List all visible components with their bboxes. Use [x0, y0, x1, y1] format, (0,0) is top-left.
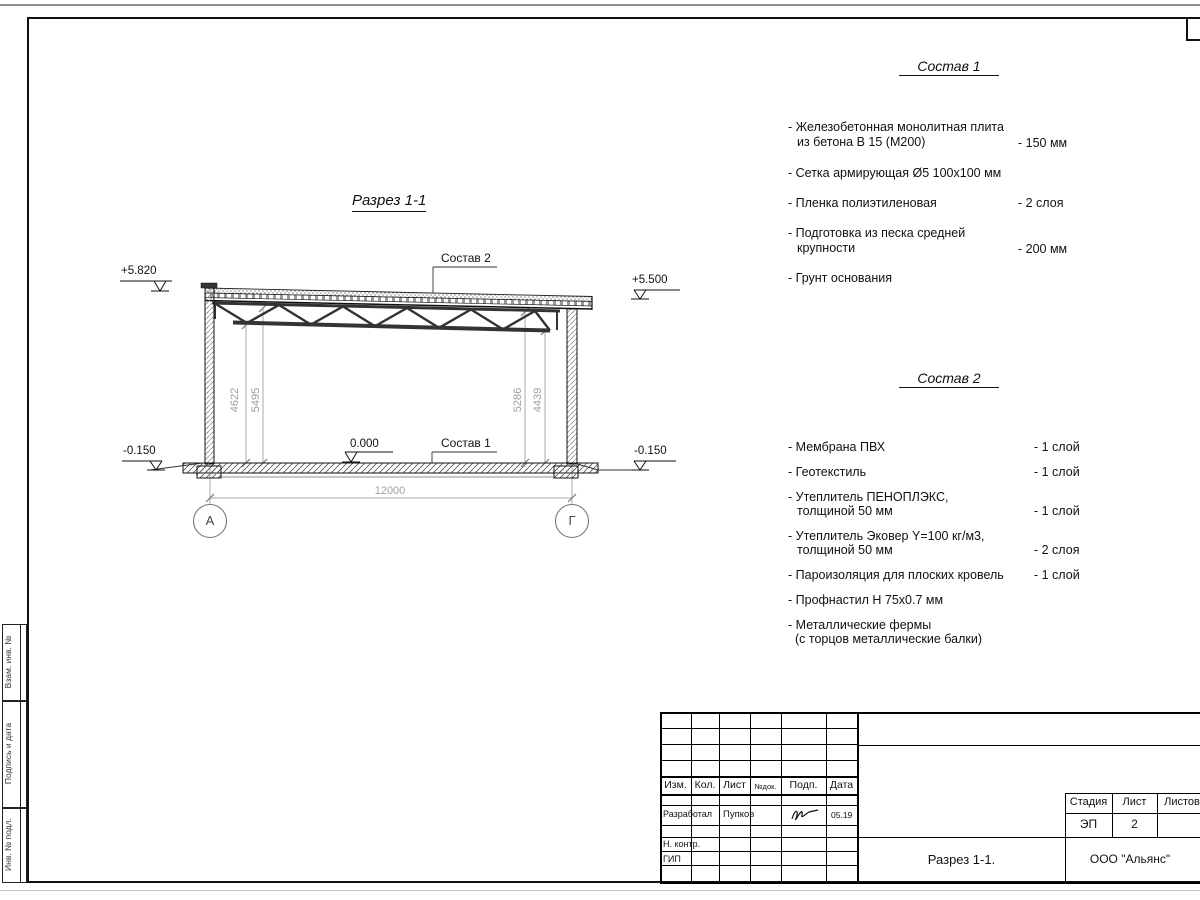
elevation-zero: 0.000	[350, 438, 379, 450]
spec2-item-2-line1: - Утеплитель ПЕНОПЛЭКС,	[788, 490, 949, 504]
tb-row-developed: Разработал	[663, 809, 712, 819]
spec2-item-4-line1: - Пароизоляция для плоских кровель	[788, 568, 1004, 582]
section-title: Разрез 1-1	[352, 192, 426, 212]
spec2-item-4-qty: - 1 слой	[1034, 568, 1080, 582]
spec2-item-3-qty: - 2 слоя	[1034, 543, 1080, 557]
elevation-bottom-left: -0.150	[123, 445, 156, 457]
spec1-item-1-line1: - Сетка армирующая Ø5 100х100 мм	[788, 166, 1002, 180]
spec2-item-2-line2: толщиной 50 мм	[797, 504, 893, 518]
spec2-item-5-line1: - Профнастил Н 75х0.7 мм	[788, 593, 944, 607]
callout-roof-label: Состав 2	[441, 251, 491, 265]
spec1-item-2-qty: - 2 слоя	[1018, 196, 1064, 210]
elevation-marks	[120, 281, 680, 470]
tb-stage-label: Стадия	[1069, 796, 1108, 808]
tb-stage-value: ЭП	[1079, 817, 1098, 831]
tb-sheet-value: 2	[1131, 817, 1138, 831]
tb-doc-title: Разрез 1-1.	[927, 852, 996, 867]
tb-col-podp: Подп.	[789, 779, 818, 791]
spec1-title: Состав 1	[899, 58, 999, 76]
spec2-item-6-line2: (с торцов металлические балки)	[795, 632, 983, 646]
side-label-podpis: Подпись и дата	[3, 722, 13, 785]
dim-right-inner: 5286	[512, 387, 524, 413]
axis-label-right: Г	[568, 513, 576, 528]
floor-slab	[150, 463, 640, 478]
dim-span: 12000	[374, 485, 406, 497]
side-label-inv: Инв. № подл.	[3, 818, 13, 871]
spec1-item-0-line2: из бетона В 15 (М200)	[797, 135, 926, 149]
side-label-vzam: Взам. инв. №	[3, 635, 13, 689]
tb-col-kol: Кол.	[694, 779, 716, 791]
spec2-item-1-qty: - 1 слой	[1034, 465, 1080, 479]
tb-sheet-label: Лист	[1122, 796, 1147, 808]
dim-right-outer: 4439	[532, 387, 544, 413]
tb-company: ООО "Альянс"	[1089, 852, 1171, 866]
callout-floor-label: Состав 1	[441, 436, 491, 450]
spec2-item-1-line1: - Геотекстиль	[788, 465, 867, 479]
signature	[788, 806, 824, 824]
spec1-item-0-qty: - 150 мм	[1018, 136, 1068, 150]
spec2-item-0-qty: - 1 слой	[1034, 440, 1080, 454]
elevation-bottom-right: -0.150	[634, 445, 667, 457]
spec1-item-3-line1: - Подготовка из песка средней	[788, 226, 966, 240]
axis-circles	[194, 505, 589, 538]
spec2-item-3-line2: толщиной 50 мм	[797, 543, 893, 557]
tb-col-izm: Изм.	[664, 779, 687, 791]
tb-col-list: Лист	[723, 779, 746, 791]
tb-col-data: Дата	[829, 779, 854, 791]
dim-left-inner: 4622	[229, 387, 241, 413]
spec2-item-6-line1: - Металлические фермы	[788, 618, 932, 632]
axis-label-left: А	[205, 513, 215, 528]
spec1-item-2-line1: - Пленка полиэтиленовая	[788, 196, 937, 210]
spec1-item-4-line1: - Грунт основания	[788, 271, 893, 285]
dim-left-outer: 5495	[250, 387, 262, 413]
tb-row-ncontr: Н. контр.	[663, 839, 701, 849]
elevation-top-left: +5.820	[121, 265, 157, 277]
tb-date: 05.19	[831, 810, 853, 820]
spec2-title: Состав 2	[899, 370, 999, 388]
spec1-item-3-qty: - 200 мм	[1018, 242, 1068, 256]
elevation-top-right: +5.500	[632, 274, 668, 286]
spec2-item-2-qty: - 1 слой	[1034, 504, 1080, 518]
spec1-item-0-line1: - Железобетонная монолитная плита	[788, 120, 1004, 134]
tb-row-gip: ГИП	[663, 854, 681, 864]
spec2-item-0-line1: - Мембрана ПВХ	[788, 440, 886, 454]
tb-sheets-label: Листов	[1164, 796, 1200, 808]
spec2-item-3-line1: - Утеплитель Эковер Y=100 кг/м3,	[788, 529, 985, 543]
tb-developer-name: Пупков	[723, 809, 755, 820]
spec1-item-3-line2: крупности	[797, 241, 856, 255]
tb-col-ndok: №док.	[754, 782, 777, 791]
